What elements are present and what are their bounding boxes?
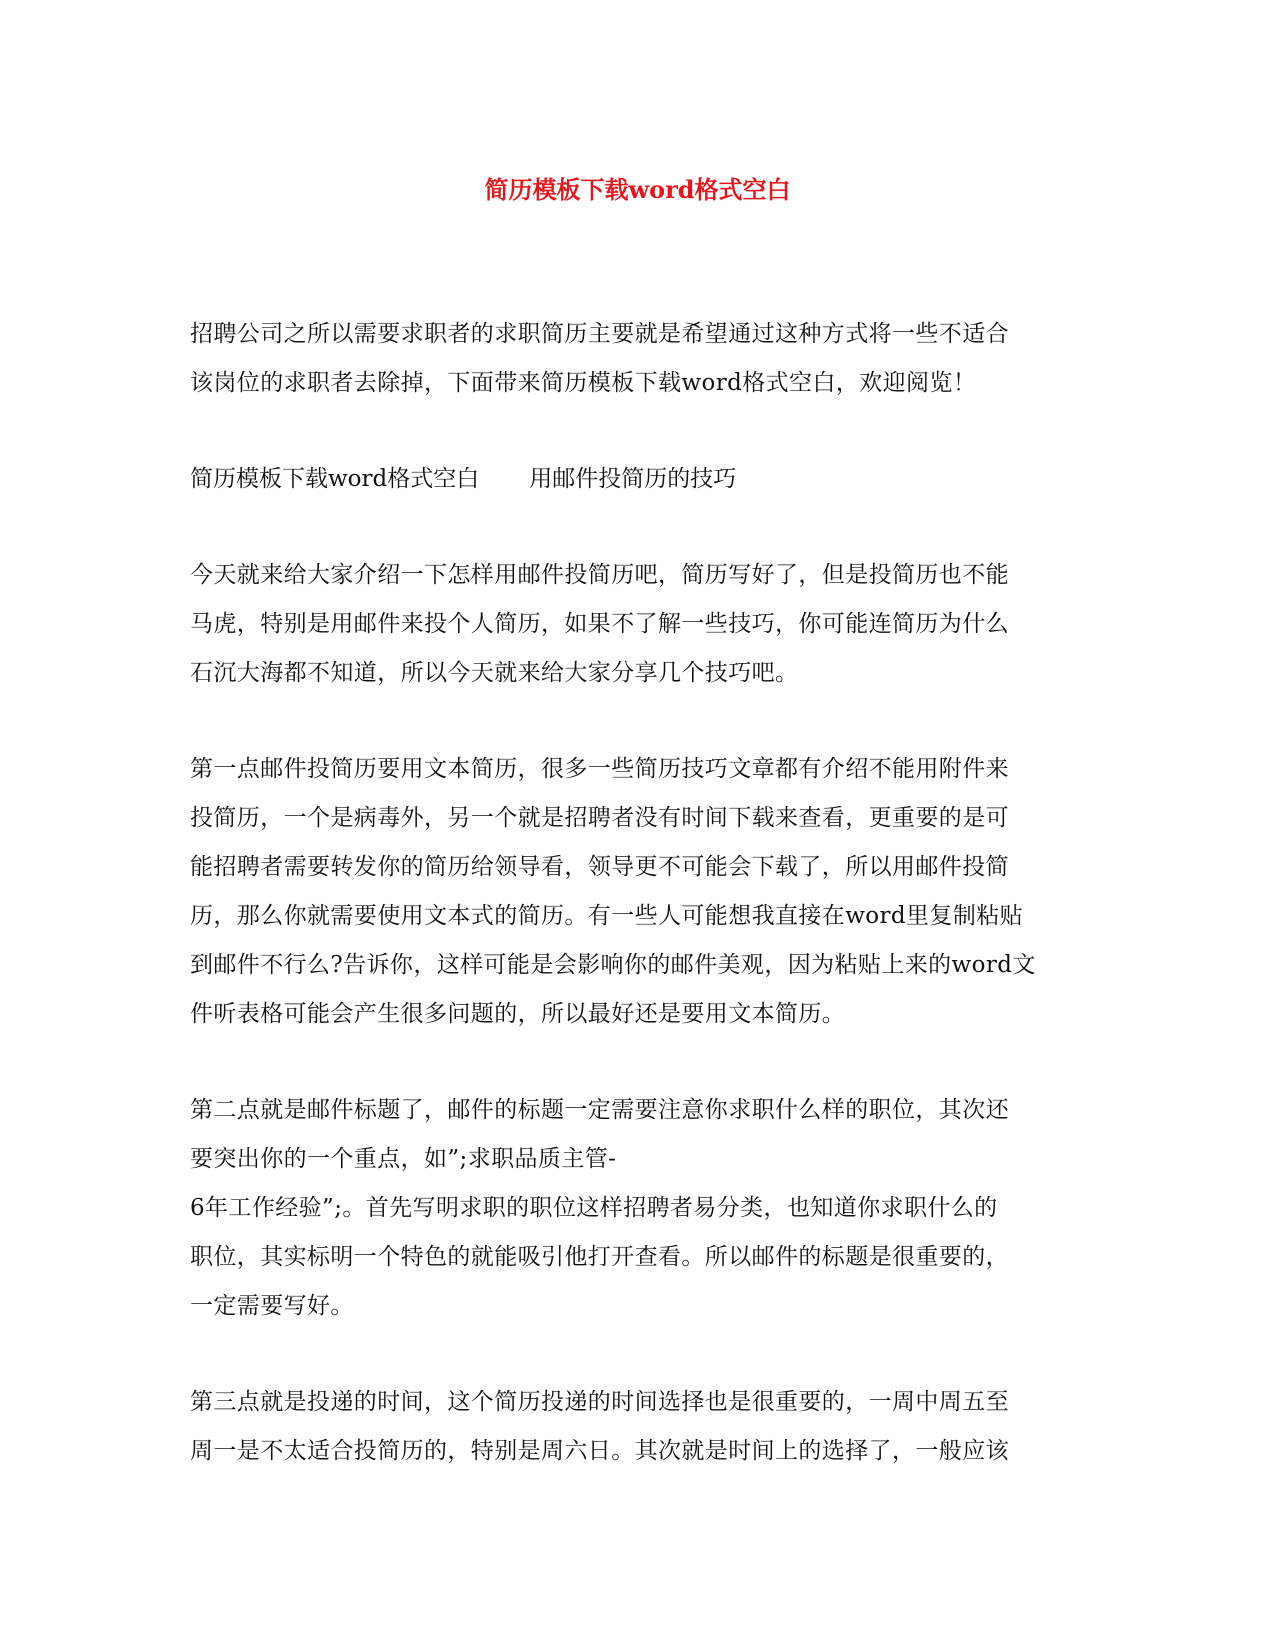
- section-subheading: [190, 455, 1070, 504]
- text-line: 第一点邮件投简历要用文本简历，很多一些简历技巧文章都有介绍不能用附件来: [190, 756, 1009, 782]
- text-line: 职位，其实标明一个特色的就能吸引他打开查看。所以邮件的标题是很重要的，: [190, 1244, 1009, 1270]
- text-line: 6年工作经验”;。首先写明求职的职位这样招聘者易分类，也知道你求职什么的: [190, 1195, 998, 1221]
- paragraph-3: [190, 1086, 1070, 1331]
- text-line: 要突出你的一个重点，如”;求职品质主管-: [190, 1146, 617, 1172]
- subheading-left: 简历模板下载word格式空白: [190, 466, 480, 492]
- document-body: [190, 310, 1070, 1523]
- text-line: 马虎，特别是用邮件来投个人简历，如果不了解一些技巧，你可能连简历为什么: [190, 611, 1009, 637]
- text-line: 今天就来给大家介绍一下怎样用邮件投简历吧，简历写好了，但是投简历也不能: [190, 562, 1009, 588]
- text-line: 招聘公司之所以需要求职者的求职简历主要就是希望通过这种方式将一些不适合: [190, 321, 1009, 347]
- subheading-right: 用邮件投简历的技巧: [529, 466, 737, 492]
- text-line: 第二点就是邮件标题了，邮件的标题一定需要注意你求职什么样的职位，其次还: [190, 1097, 1009, 1123]
- text-line: 历，那么你就需要使用文本式的简历。有一些人可能想我直接在word里复制粘贴: [190, 903, 1024, 929]
- text-line: 一定需要写好。: [190, 1293, 354, 1319]
- paragraph-4: [190, 1378, 1070, 1476]
- text-line: 周一是不太适合投简历的，特别是周六日。其次就是时间上的选择了，一般应该: [190, 1438, 1009, 1464]
- text-line: 件听表格可能会产生很多问题的，所以最好还是要用文本简历。: [190, 1001, 846, 1027]
- text-line: 第三点就是投递的时间，这个简历投递的时间选择也是很重要的，一周中周五至: [190, 1389, 1009, 1415]
- text-line: 该岗位的求职者去除掉，下面带来简历模板下载word格式空白，欢迎阅览！: [190, 370, 977, 396]
- text-line: 石沉大海都不知道，所以今天就来给大家分享几个技巧吧。: [190, 660, 799, 686]
- paragraph-1: [190, 551, 1070, 698]
- intro-paragraph: [190, 310, 1070, 408]
- text-line: 到邮件不行么?告诉你，这样可能是会影响你的邮件美观，因为粘贴上来的word文: [190, 952, 1036, 978]
- document-title: 简历模板下载word格式空白: [484, 175, 791, 204]
- text-line: 能招聘者需要转发你的简历给领导看，领导更不可能会下载了，所以用邮件投简: [190, 854, 1009, 880]
- text-line: 投简历，一个是病毒外，另一个就是招聘者没有时间下载来查看，更重要的是可: [190, 805, 1009, 831]
- paragraph-2: [190, 745, 1070, 1039]
